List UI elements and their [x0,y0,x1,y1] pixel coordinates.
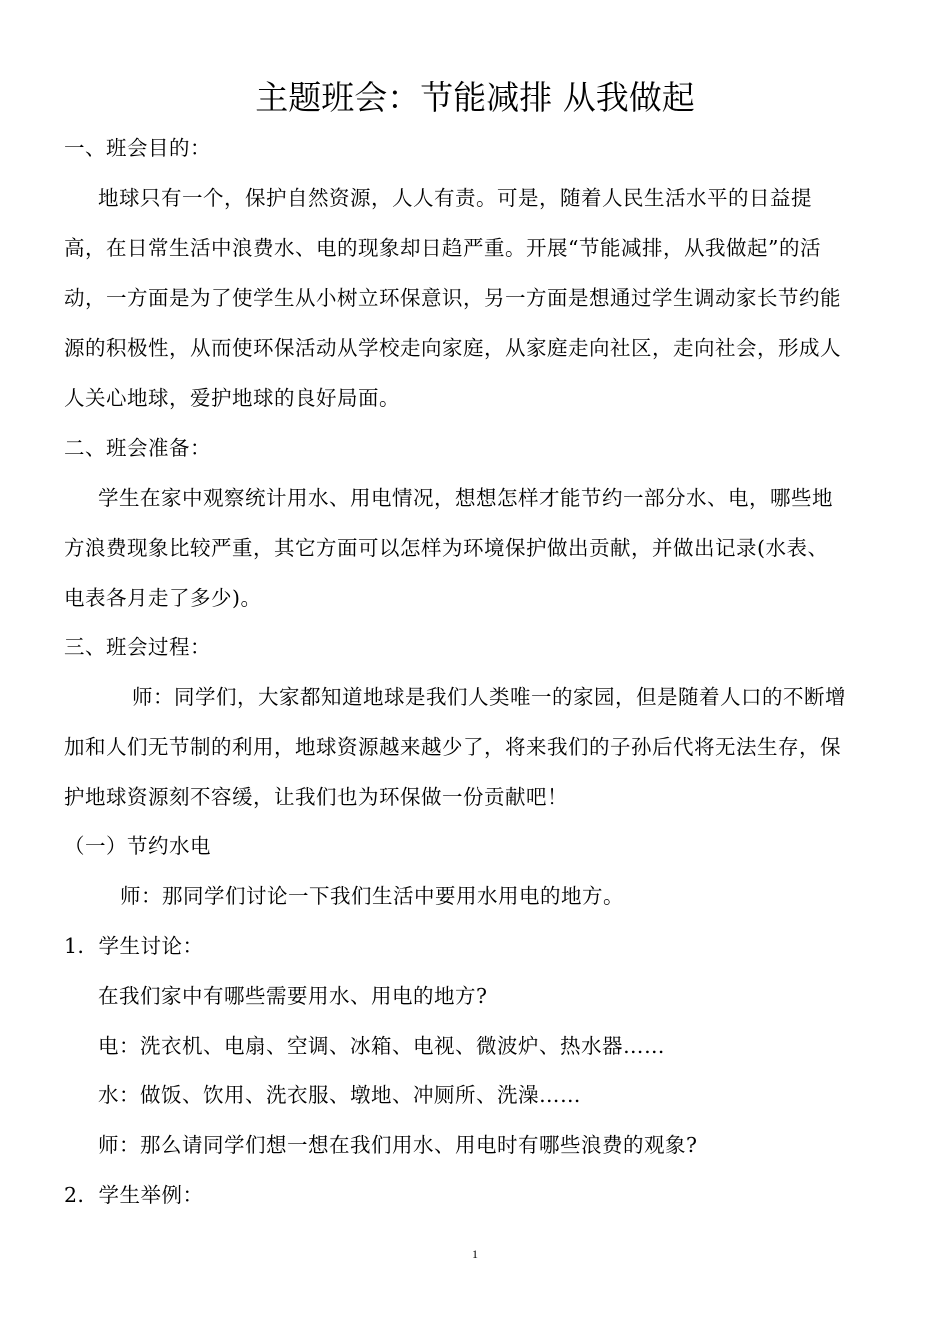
subsection-heading-save-water-electricity: （一）节约水电 [64,834,211,858]
paragraph-line: 师：那同学们讨论一下我们生活中要用水用电的地方。 [120,884,624,908]
section-heading-purpose: 一、班会目的： [64,136,211,160]
paragraph-line: 师：同学们，大家都知道地球是我们人类唯一的家园，但是随着人口的不断增 [132,685,846,709]
paragraph-line: 水：做饭、饮用、洗衣服、墩地、冲厕所、洗澡…… [98,1083,581,1107]
paragraph-line: 地球只有一个，保护自然资源，人人有责。可是，随着人民生活水平的日益提 [98,186,812,210]
paragraph-line: 动，一方面是为了使学生从小树立环保意识，另一方面是想通过学生调动家长节约能 [64,286,841,310]
paragraph-line: 护地球资源刻不容缓，让我们也为环保做一份贡献吧！ [64,785,568,809]
paragraph-line: 在我们家中有哪些需要用水、用电的地方? [98,984,488,1008]
paragraph-line: 人关心地球，爱护地球的良好局面。 [64,386,400,410]
paragraph-line: 源的积极性，从而使环保活动从学校走向家庭，从家庭走向社区，走向社会，形成人 [64,336,841,360]
list-item-heading: 2．学生举例： [64,1183,204,1207]
list-item-heading: 1．学生讨论： [64,934,204,958]
paragraph-line: 电：洗衣机、电扇、空调、冰箱、电视、微波炉、热水器…… [98,1034,665,1058]
document-title: 主题班会：节能减排 从我做起 [255,78,695,117]
paragraph-line: 加和人们无节制的利用，地球资源越来越少了，将来我们的子孙后代将无法生存，保 [64,735,841,759]
section-heading-process: 三、班会过程： [64,635,211,659]
paragraph-line: 方浪费现象比较严重，其它方面可以怎样为环境保护做出贡献，并做出记录(水表、 [64,536,829,560]
paragraph-line: 电表各月走了多少)。 [64,586,262,610]
paragraph-line: 高，在日常生活中浪费水、电的现象却日趋严重。开展“节能减排，从我做起”的活 [64,236,821,260]
page-number: 1 [472,1247,478,1261]
paragraph-line: 学生在家中观察统计用水、用电情况，想想怎样才能节约一部分水、电，哪些地 [98,486,833,510]
section-heading-preparation: 二、班会准备： [64,436,211,460]
paragraph-line: 师：那么请同学们想一想在我们用水、用电时有哪些浪费的观象? [98,1133,698,1157]
